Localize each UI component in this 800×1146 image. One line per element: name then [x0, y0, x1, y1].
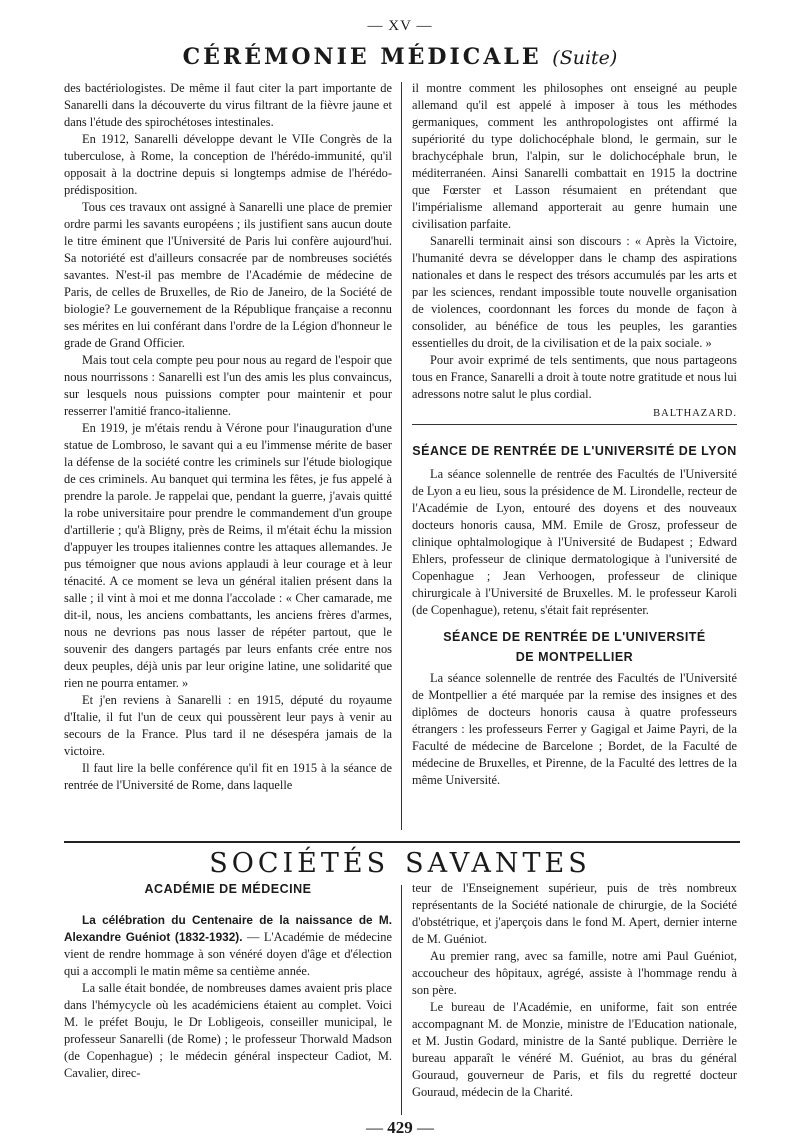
paragraph: Sanarelli terminait ainsi son discours : « Après la Victoire, l'humanité devra se développer dans le champ des aspirations nationales et dans le respect des trésors accumulés par les arts et par les sciences, rendant impossible toute nouvelle organisation de violences, coordonnant les forces du monde de façon à consolider, au bénéfice de tous les peuples, les garanties essentielles du droit, de la civilisation et de la paix sociale. »: [412, 234, 737, 350]
lead-rest: — L'Académie de médecine vient de rendre hommage à son vénéré doyen d'âge et d'élection qui a accompli le matin même sa centième année.: [64, 930, 392, 978]
paragraph: Pour avoir exprimé de tels sentiments, que nous partageons tous en France, Sanarelli a droit à toute notre gratitude et nous lui adressons notre salut le plus cordial.: [412, 353, 737, 401]
page-number-dash: —: [417, 1118, 434, 1137]
column-1: [64, 80, 392, 794]
page-divider: [64, 841, 740, 843]
paragraph: Le bureau de l'Académie, en uniforme, fait son entrée accompagnant M. de Monzie, ministre de l'Education nationale, et M. Justin Godard, ministre de la Santé publique. Derrière le bureau apparaît le vénéré M. Guéniot, au bras du général Gouraud, gouverneur de Paris, et fils du regretté docteur Gouraud, médecin de la Charité.: [412, 1000, 737, 1099]
section-title: [0, 44, 800, 70]
paragraph: Au premier rang, avec sa famille, notre ami Paul Guéniot, accoucheur des hôpitaux, agrégé, assiste à l'hommage rendu à son père.: [412, 949, 737, 997]
column-divider: [401, 885, 402, 1115]
montpellier-heading-line1: SÉANCE DE RENTRÉE DE L'UNIVERSITÉ: [443, 630, 706, 644]
montpellier-heading: [412, 627, 737, 667]
montpellier-article: [412, 670, 737, 789]
column-4: [412, 880, 737, 1101]
lead-bold: La célébration du Centenaire de la naissance de M. Alexandre Guéniot (1832-1932).: [64, 913, 392, 944]
column-2: [412, 80, 737, 422]
lead-paragraph: [64, 912, 392, 980]
lyon-article: [412, 466, 737, 619]
paragraph: Tous ces travaux ont assigné à Sanarelli une place de premier ordre parmi les savants européens ; ils justifient sans aucun doute le titre éminent que l'Université de Paris lui confère aujourd'hui. Sa notoriété est d'ailleurs consacrée par de nombreuses sociétés savantes. N'est-il pas membre de l'Académie de médecine de Paris, de celles de Bruxelles, de Rio de Janeiro, de la Société de biologie? Le gouvernement de la République française a reconnu ses mérites en lui conférant dans l'ordre de la Légion d'honneur le grade de Grand Officier.: [64, 200, 392, 350]
paragraph: En 1919, je m'étais rendu à Vérone pour l'inauguration d'une statue de Lombroso, le savant qui a eu l'immense mérite de baser la défense de la société contre les criminels sur l'étude biologique de ces criminels. Au banquet qui termina les fêtes, je fus appelé à prendre la parole. Je rappelai que, pendant la guerre, j'avais quitté la robe universitaire pour prendre le commandement d'un groupe d'artillerie ; qu'à Bligny, près de Reims, il m'était échu la mission d'appuyer les troupes italiennes contre les attaques allemandes. Je pus témoigner que nous avions applaudi à leur courage et à leur ténacité. A ce moment se leva un général italien présent dans la salle ; il vint à moi et me donna l'accolade : « Cher camarade, me dit-il, nous, les anciens combattants, les anciens frères d'armes, nous ne devrions pas nous lasser de répéter partout, que le souvenir des dangers partagés par leurs enfants crée entre nos deux peuples, déjà unis par leur origine latine, une solidarité que rien ne pourra entamer. »: [64, 421, 392, 690]
paragraph: Et j'en reviens à Sanarelli : en 1915, député du royaume d'Italie, il fut l'un de ceux qui poussèrent leur pays à venir au secours de la France. Plus tard il ne désespéra jamais de la victoire.: [64, 693, 392, 758]
montpellier-heading-line2: DE MONTPELLIER: [515, 650, 634, 664]
column-divider: [401, 82, 402, 830]
column-3: [64, 912, 392, 1082]
societes-savantes-title: [0, 848, 800, 879]
title-word: SOCIÉTÉS: [209, 848, 390, 879]
section-title-suffix: (Suite): [552, 47, 618, 69]
paragraph: En 1912, Sanarelli développe devant le VIIe Congrès de la tuberculose, à Rome, la conception de l'hérédo-immunité, qu'il opposait à la doctrine depuis si longtemps admise de l'hérédo-prédisposition.: [64, 132, 392, 197]
academie-heading: ACADÉMIE DE MÉDECINE: [144, 882, 312, 896]
paragraph: il montre comment les philosophes ont enseigné au peuple allemand qu'il est appelé à imposer à tous les méthodes germaniques, comment les anthropologistes ont affirmé la supériorité du type dolichocéphale blond, le germain, sur le brachycéphale brun, l'alpin, sur le dolichocéphale brun, le méditerranéen. Ainsi Sanarelli combattait en 1915 la doctrine que Fœrster et Lasson résumaient en prétendant que l'impérialisme allemand apporterait au genre humain une civilisation parfaite.: [412, 81, 737, 231]
author-signature: BALTHAZARD.: [653, 408, 737, 419]
paragraph: des bactériologistes. De même il faut citer la part importante de Sanarelli dans la découverte du virus filtrant de la fièvre jaune et dans l'étude des spirochétoses intestinales.: [64, 81, 392, 129]
page-number-value: 429: [387, 1118, 413, 1137]
paragraph: La salle était bondée, de nombreuses dames avaient pris place dans l'hémycycle où les académiciens étaient au complet. Voici M. le préfet Bouju, le Dr Lobligeois, conseiller municipal, le professeur Sanarelli (de Rome) ; le professeur Thorwald Madson (de Copenhague) ; le médecin général inspecteur Cadiot, M. Cavalier, direc-: [64, 981, 392, 1080]
paragraph: Il faut lire la belle conférence qu'il fit en 1915 à la séance de rentrée de l'Université de Rome, dans laquelle: [64, 761, 392, 792]
section-divider: [412, 424, 737, 425]
paragraph: La séance solennelle de rentrée des Facultés de l'Université de Montpellier a été marquée par la remise des insignes et des diplômes de docteurs honoris causa à quatre professeurs étrangers : les professeurs Ferrer y Gagigal et Jaime Payri, de la Faculté de médecine de Barcelone ; Bordet, de la Faculté de médecine de Bruxelles, et Pirenne, de la Faculté des lettres de la même Université.: [412, 671, 737, 787]
paragraph: La séance solennelle de rentrée des Facultés de l'Université de Lyon a eu lieu, sous la présidence de M. Lirondelle, recteur de l'Académie de Lyon, entouré des doyens et des nouveaux docteurs honoris causa, MM. Emile de Grosz, professeur de clinique ophtalmologique à l'Université de Budapest ; Edward Ehlers, professeur de clinique dermatologique à l'université de Copenhague ; Jean Verhoogen, professeur de clinique chirurgicale à l'Université de Bruxelles. M. le professeur Karoli (de Copenhague), retenu, s'était fait représenter.: [412, 467, 737, 617]
paragraph: Mais tout cela compte peu pour nous au regard de l'espoir que nous nourrissons : Sanarelli est l'un des amis les plus convaincus, sur lesquels nous puissions compter pour maintenir et pour resserrer l'amitié franco-italienne.: [64, 353, 392, 418]
lyon-heading: SÉANCE DE RENTRÉE DE L'UNIVERSITÉ DE LYON: [412, 444, 737, 458]
page-number-dash: —: [366, 1118, 383, 1137]
page-number: [0, 1118, 800, 1138]
roman-page-number: — XV —: [367, 18, 433, 34]
title-word: SAVANTES: [405, 848, 591, 879]
paragraph: teur de l'Enseignement supérieur, puis de très nombreux représentants de la Société nationale de chirurgie, de la Société d'obstétrique, et j'aperçois dans le fond M. Apert, dernier interne de M. Guéniot.: [412, 881, 737, 946]
section-title-text: CÉRÉMONIE MÉDICALE: [182, 44, 542, 70]
